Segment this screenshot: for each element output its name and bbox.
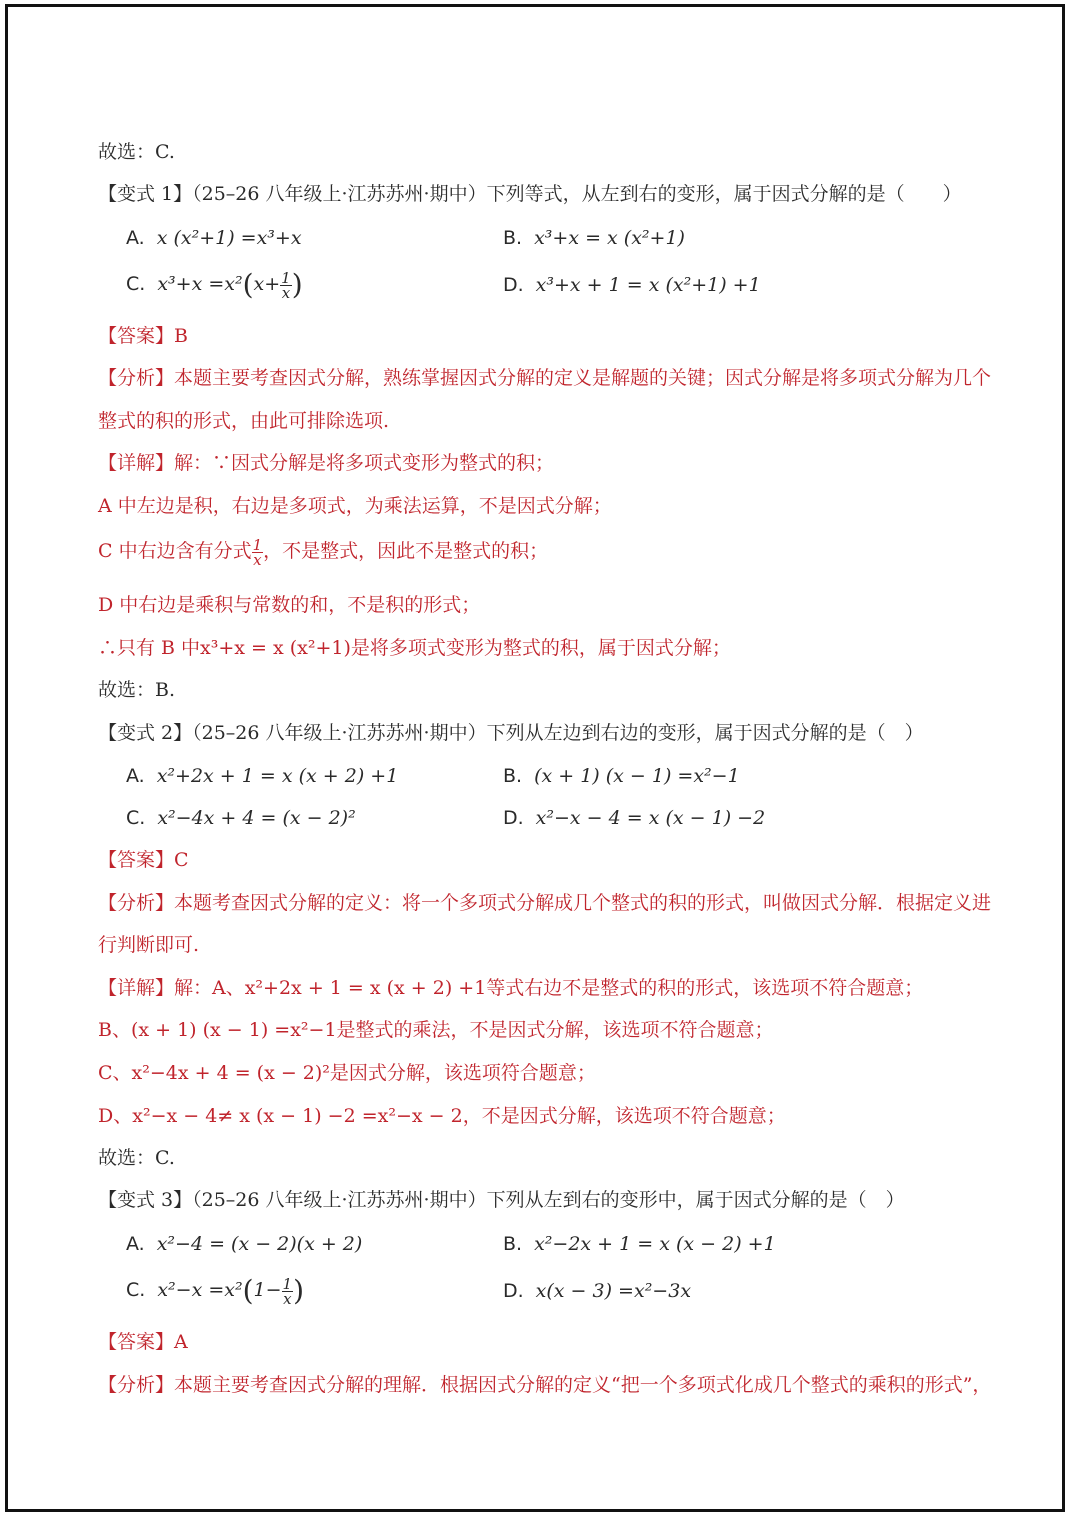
option-label: A. [126,1233,145,1255]
fraction: $\frac{1}{x}$ [282,1274,293,1308]
variant1-detail-line3: C 中右边含有分式 $\frac{1}{x}$ ，不是整式，因此不是整式的积； [98,535,549,569]
option-expression: x (x²+1) =x³+x [156,227,302,249]
variant3-option-b [503,1232,776,1256]
variant2-answer: 【答案】C [98,849,189,871]
option-expression: x²+2x + 1 = x (x + 2) +1 [156,765,399,787]
variant2-detail-line1: 【详解】解：A、x²+2x + 1 = x (x + 2) +1等式右边不是整式的积的形式，该选项不符合题意； [98,977,924,999]
variant3-option-d [503,1279,691,1303]
option-label: D. [503,807,524,829]
fraction: $\frac{1}{x}$ [252,535,263,569]
variant3-analysis-line1: 【分析】本题主要考查因式分解的理解．根据因式分解的定义“把一个多项式化成几个整式的乘积的形式”， [98,1374,992,1396]
variant2-analysis-line1: 【分析】本题考查因式分解的定义：将一个多项式分解成几个整式的积的形式，叫做因式分解．根据定义进 [98,892,992,914]
option-expression: x²−4x + 4 = (x − 2)² [157,807,356,829]
variant2-final: 故选：C. [98,1147,175,1169]
variant1-detail-line1: 【详解】解：∵因式分解是将多项式变形为整式的积； [98,452,555,474]
variant1-header: 【变式 1】（25–26 八年级上·江苏苏州·期中）下列等式，从左到右的变形，属于因式分解的是（ ） [98,183,962,205]
option-label: B. [503,1233,523,1255]
variant2-option-b [503,764,740,788]
variant2-option-d [503,806,765,830]
variant1-answer: 【答案】B [98,325,188,347]
variant1-analysis-line2: 整式的积的形式，由此可排除选项. [98,410,390,432]
variant3-option-a [126,1232,362,1256]
variant1-detail-line2: A 中左边是积，右边是多项式，为乘法运算，不是因式分解； [98,495,612,517]
variant2-analysis-line2: 行判断即可. [98,934,200,956]
option-expression: x²−x =x² [157,1279,243,1301]
fraction: $\frac{1}{x}$ [281,268,291,302]
variant1-detail-line4: D 中右边是乘积与常数的和，不是积的形式； [98,594,481,616]
option-expression: x²−2x + 1 = x (x − 2) +1 [534,1233,776,1255]
option-label: B. [503,765,523,787]
option-label: B. [503,227,523,249]
variant2-header: 【变式 2】（25–26 八年级上·江苏苏州·期中）下列从左边到右边的变形，属于因式分解的是（ ） [98,722,924,744]
option-expression: (x + 1) (x − 1) =x²−1 [534,765,740,787]
variant3-option-c: C. x²−x =x²(1− $\frac{1}{x}$ ) [126,1274,305,1308]
variant1-detail-line5: ∴只有 B 中x³+x = x (x²+1)是将多项式变形为整式的积，属于因式分解； [98,637,731,659]
variant1-option-d [503,273,761,297]
option-label: C. [126,1279,146,1301]
option-expression: x³+x + 1 = x (x²+1) +1 [535,274,761,296]
variant1-option-c: C. x³+x =x²(x+ $\frac{1}{x}$ ) [126,268,303,302]
variant2-detail-line2: B、(x + 1) (x − 1) =x²−1是整式的乘法，不是因式分解，该选项不符合题意； [98,1019,774,1041]
option-expression: x²−x − 4 = x (x − 1) −2 [535,807,766,829]
option-label: A. [126,765,145,787]
option-expression: x²−4 = (x − 2)(x + 2) [156,1233,363,1255]
option-label: A. [126,227,145,249]
variant1-option-b [503,226,685,250]
variant1-final: 故选：B. [98,679,176,701]
intro-answer: 故选：C. [98,141,175,163]
option-label: C. [126,273,146,295]
option-label: D. [503,1280,524,1302]
option-expression: x³+x = x (x²+1) [534,227,685,249]
variant1-analysis-line1: 【分析】本题主要考查因式分解，熟练掌握因式分解的定义是解题的关键；因式分解是将多项式分解为几个 [98,367,992,389]
variant1-option-a [126,226,302,250]
variant3-header: 【变式 3】（25–26 八年级上·江苏苏州·期中）下列从左到右的变形中，属于因式分解的是（ ） [98,1189,905,1211]
option-expression: x³+x =x² [157,273,243,295]
option-label: D. [503,274,524,296]
variant3-answer: 【答案】A [98,1331,188,1353]
option-expression: x(x − 3) =x²−3x [535,1280,692,1302]
variant2-option-a [126,764,398,788]
option-label: C. [126,807,146,829]
variant2-detail-line3: C、x²−4x + 4 = (x − 2)²是因式分解，该选项符合题意； [98,1062,596,1084]
variant2-option-c [126,806,356,830]
variant2-detail-line4: D、x²−x − 4≠ x (x − 1) −2 =x²−x − 2，不是因式分解，该选项不符合题意； [98,1105,786,1127]
